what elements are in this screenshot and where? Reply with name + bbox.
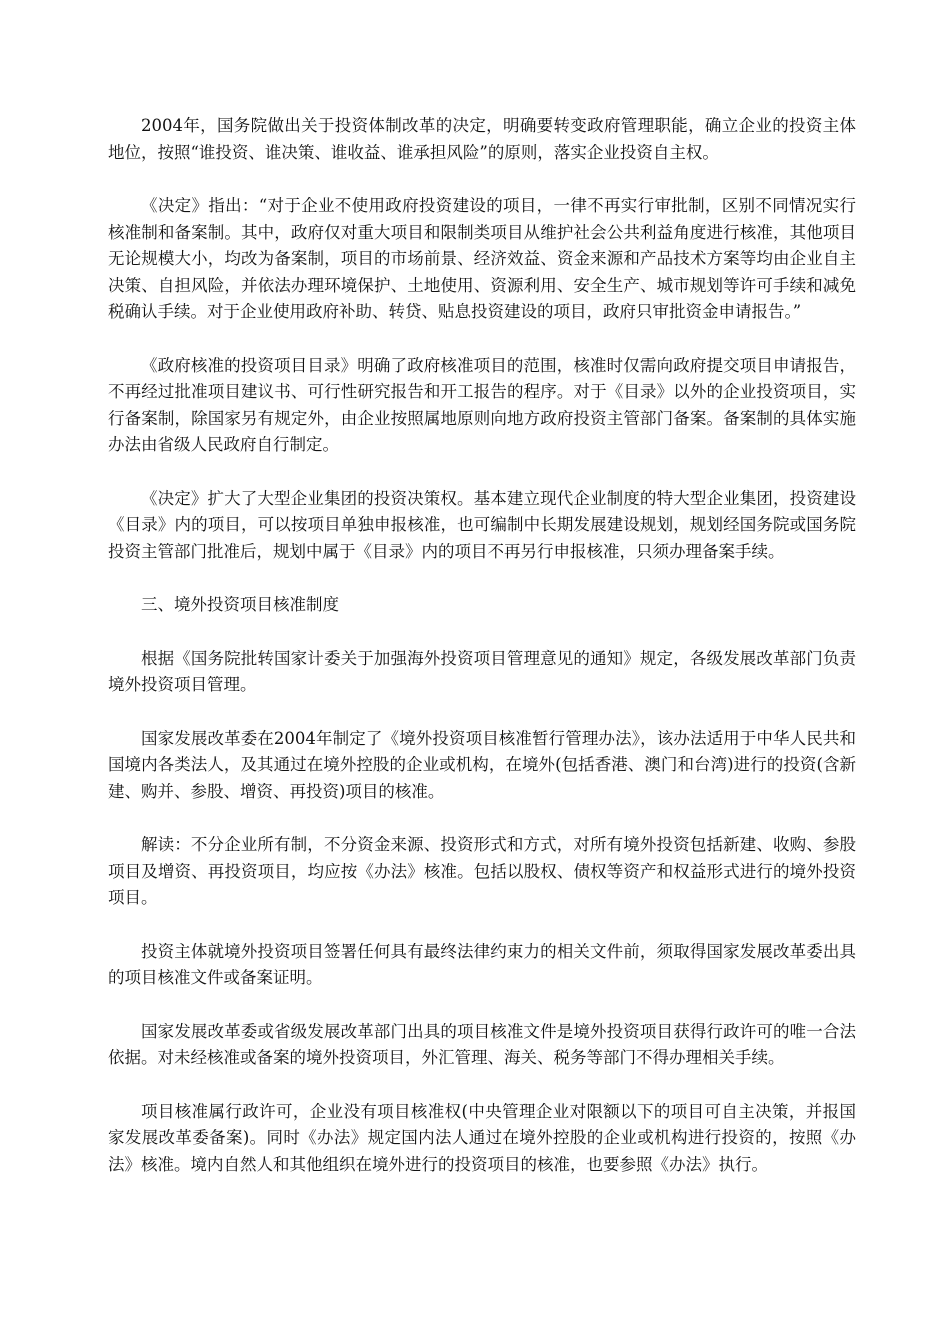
paragraph-3: 《政府核准的投资项目目录》明确了政府核准项目的范围，核准时仅需向政府提交项目申请报告，不再经过批准项目建议书、可行性研究报告和开工报告的程序。对于《目录》以外的企业投资项目，实行备案制，除国家另有规定外，由企业按照属地原则向地方政府投资主管部门备案。备案制的具体实施办法由省级人民政府自行制定。 (108, 355, 856, 454)
section-heading: 三、境外投资项目核准制度 (141, 595, 339, 614)
paragraph-2: 《决定》指出：“对于企业不使用政府投资建设的项目，一律不再实行审批制，区别不同情况实行核准制和备案制。其中，政府仅对重大项目和限制类项目从维护社会公共利益角度进行核准，其他项目无论规模大小，均改为备案制，项目的市场前景、经济效益、资金来源和产品技术方案等均由企业自主决策、自担风险，并依法办理环境保护、土地使用、资源利用、安全生产、城市规划等许可手续和减免税确认手续。对于企业使用政府补助、转贷、贴息投资建设的项目，政府只审批资金申请报告。” (108, 196, 856, 321)
document-body (108, 113, 856, 1205)
paragraph-1: 2004年，国务院做出关于投资体制改革的决定，明确要转变政府管理职能，确立企业的投资主体地位，按照“谁投资、谁决策、谁收益、谁承担风险”的原则，落实企业投资自主权。 (108, 116, 856, 162)
paragraph-7: 解读：不分企业所有制，不分资金来源、投资形式和方式，对所有境外投资包括新建、收购、参股项目及增资、再投资项目，均应按《办法》核准。包括以股权、债权等资产和权益形式进行的境外投资项目。 (108, 835, 856, 907)
paragraph-8: 投资主体就境外投资项目签署任何具有最终法律约束力的相关文件前，须取得国家发展改革委出具的项目核准文件或备案证明。 (108, 941, 856, 987)
paragraph-9: 国家发展改革委或省级发展改革部门出具的项目核准文件是境外投资项目获得行政许可的唯一合法依据。对未经核准或备案的境外投资项目，外汇管理、海关、税务等部门不得办理相关手续。 (108, 1021, 856, 1067)
paragraph-10: 项目核准属行政许可，企业没有项目核准权(中央管理企业对限额以下的项目可自主决策，并报国家发展改革委备案)。同时《办法》规定国内法人通过在境外控股的企业或机构进行投资的，按照《办法》核准。境内自然人和其他组织在境外进行的投资项目的核准，也要参照《办法》执行。 (108, 1101, 856, 1174)
paragraph-6: 国家发展改革委在2004年制定了《境外投资项目核准暂行管理办法》，该办法适用于中华人民共和国境内各类法人，及其通过在境外控股的企业或机构，在境外(包括香港、澳门和台湾)进行的投资(含新建、购并、参股、增资、再投资)项目的核准。 (108, 728, 856, 801)
paragraph-4: 《决定》扩大了大型企业集团的投资决策权。基本建立现代企业制度的特大型企业集团，投资建设《目录》内的项目，可以按项目单独申报核准，也可编制中长期发展建设规划，规划经国务院或国务院投资主管部门批准后，规划中属于《目录》内的项目不再另行申报核准，只须办理备案手续。 (108, 488, 856, 561)
paragraph-5: 根据《国务院批转国家计委关于加强海外投资项目管理意见的通知》规定，各级发展改革部门负责境外投资项目管理。 (108, 648, 856, 694)
